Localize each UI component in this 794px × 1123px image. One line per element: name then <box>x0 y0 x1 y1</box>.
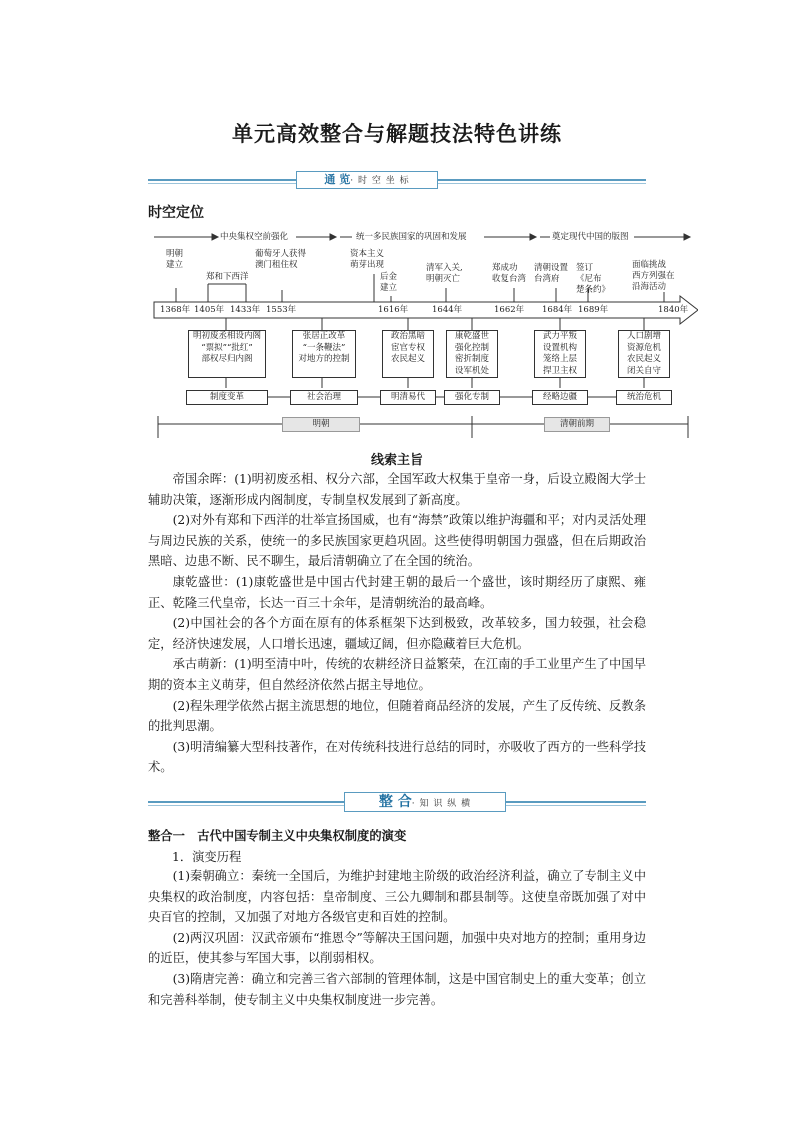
event-ming-fall: 清军入关, 明朝灭亡 <box>426 263 463 284</box>
dynasty-qing: 清朝前期 <box>544 417 610 432</box>
mainline-paragraph: (2)中国社会的各个方面在原有的体系框架下达到极致，改革较多，国力较强，社会稳定，经济快速发展，人口增长迅速，疆域辽阔，但亦隐藏着巨大危机。 <box>148 616 646 651</box>
period-label-3: 奠定现代中国的版图 <box>552 232 629 242</box>
period-label-2: 统一多民族国家的巩固和发展 <box>356 232 467 242</box>
timeline-box-4: 康乾盛世 强化控制 密折制度 设军机处 <box>446 330 498 378</box>
year-1684: 1684年 <box>542 305 573 315</box>
section-label-overview: 通 览· 时 空 坐 标 <box>296 171 438 189</box>
event-later-jin: 后金 建立 <box>380 272 398 293</box>
integration-text <box>148 866 646 1010</box>
integration-paragraph: (3)隋唐完善：确立和完善三省六部制的管理体制，这是中国官制史上的重大变革；创立和完善科举制，使专制主义中央集权制度进一步完善。 <box>148 971 646 1007</box>
category-box-2: 社会治理 <box>290 390 358 405</box>
mainline-text <box>148 469 646 778</box>
year-1689: 1689年 <box>578 305 609 315</box>
section-label-integration: 整 合· 知 识 纵 横 <box>344 792 506 812</box>
event-nerchinsk-treaty: 签订 《尼布 楚条约》 <box>576 263 611 295</box>
timeline-box-3: 政治黑暗 宦官专权 农民起义 <box>382 330 434 378</box>
event-western-powers: 面临挑战 西方列强在 沿海活动 <box>632 260 675 292</box>
timeline-box-2: 张居正改革 “一条鞭法” 对地方的控制 <box>292 330 356 378</box>
timeline-heading: 时空定位 <box>148 205 204 221</box>
category-box-6: 统治危机 <box>616 390 672 405</box>
event-zheng-he: 郑和下西洋 <box>206 272 249 282</box>
timeline-box-5: 武力平叛 设置机构 笼络上层 捍卫主权 <box>534 330 586 378</box>
year-1616: 1616年 <box>378 305 409 315</box>
event-capitalism-sprouts: 资本主义 萌芽出现 <box>350 249 385 270</box>
section-bar-overview <box>148 173 646 187</box>
event-macau: 葡萄牙人获得 澳门租住权 <box>255 249 307 270</box>
year-1433: 1433年 <box>230 305 261 315</box>
category-box-5: 经略边疆 <box>532 390 588 405</box>
mainline-heading: 线索主旨 <box>370 453 423 468</box>
year-1368: 1368年 <box>160 305 191 315</box>
mainline-paragraph: 帝国余晖：(1)明初废丞相、权分六部，全国军政大权集于皇帝一身，后设立殿阁大学士辅助决策，逐渐形成内阁制度，专制皇权发展到了新高度。 <box>148 472 646 507</box>
category-box-1: 制度变革 <box>186 390 268 405</box>
mainline-paragraph: (3)明清编纂大型科技著作，在对传统科技进行总结的同时，亦吸收了西方的一些科学技术。 <box>148 739 646 775</box>
category-box-3: 明清易代 <box>380 390 436 405</box>
integration-paragraph: (2)两汉巩固：汉武帝颁布“推恩令”等解决王国问题，加强中央对地方的控制；重用身边的近臣，使其参与军国大事，以削弱相权。 <box>148 930 646 966</box>
page-title: 单元高效整合与解题技法特色讲练 <box>232 121 562 146</box>
year-1662: 1662年 <box>494 305 525 315</box>
category-box-4: 强化专制 <box>444 390 500 405</box>
integration-heading: 整合一 古代中国专制主义中央集权制度的演变 <box>148 828 407 843</box>
timeline-box-1: 明初废丞相设内阁 “票拟”“批红” 部权尽归内阁 <box>188 330 266 378</box>
mainline-paragraph: (2)对外有郑和下西洋的壮举宣扬国威，也有“海禁”政策以维护海疆和平；对内灵活处理与周边民族的关系，使统一的多民族国家更趋巩固。这些使得明朝国力强盛，但在后期政治黑暗、边患不断、民不聊生，最后清朝确立了在全国的统治。 <box>148 513 646 569</box>
mainline-paragraph: (2)程朱理学依然占据主流思想的地位，但随着商品经济的发展，产生了反传统、反教条的批判思潮。 <box>148 698 646 734</box>
year-1553: 1553年 <box>266 305 297 315</box>
section-bar-integration <box>148 795 646 809</box>
timeline-box-6: 人口剧增 资源危机 农民起义 闭关自守 <box>618 330 670 378</box>
event-taiwan-recovery: 郑成功 收复台湾 <box>492 263 527 284</box>
integration-subheading: 1．演变历程 <box>172 850 242 864</box>
year-1644: 1644年 <box>432 305 463 315</box>
event-taiwan-prefecture: 清朝设置 台湾府 <box>534 263 569 284</box>
period-label-1: 中央集权空前强化 <box>220 232 289 242</box>
dynasty-ming: 明朝 <box>282 417 360 432</box>
year-1840: 1840年 <box>658 305 689 315</box>
year-1405: 1405年 <box>194 305 225 315</box>
event-ming-founding: 明朝 建立 <box>166 249 184 270</box>
mainline-paragraph: 承古萌新：(1)明至清中叶，传统的农耕经济日益繁荣，在江南的手工业里产生了中国早期的资本主义萌芽，但自然经济依然占据主导地位。 <box>148 657 646 692</box>
integration-paragraph: (1)秦朝确立：秦统一全国后，为维护封建地主阶级的政治经济利益，确立了专制主义中央集权的政治制度，内容包括：皇帝制度、三公九卿制和郡县制等。这使皇帝既加强了对中央百官的控制，又加强了对地方各级官吏和百姓的控制。 <box>148 869 646 925</box>
mainline-paragraph: 康乾盛世：(1)康乾盛世是中国古代封建王朝的最后一个盛世，该时期经历了康熙、雍正、乾隆三代皇帝，长达一百三十余年，是清朝统治的最高峰。 <box>148 574 646 610</box>
